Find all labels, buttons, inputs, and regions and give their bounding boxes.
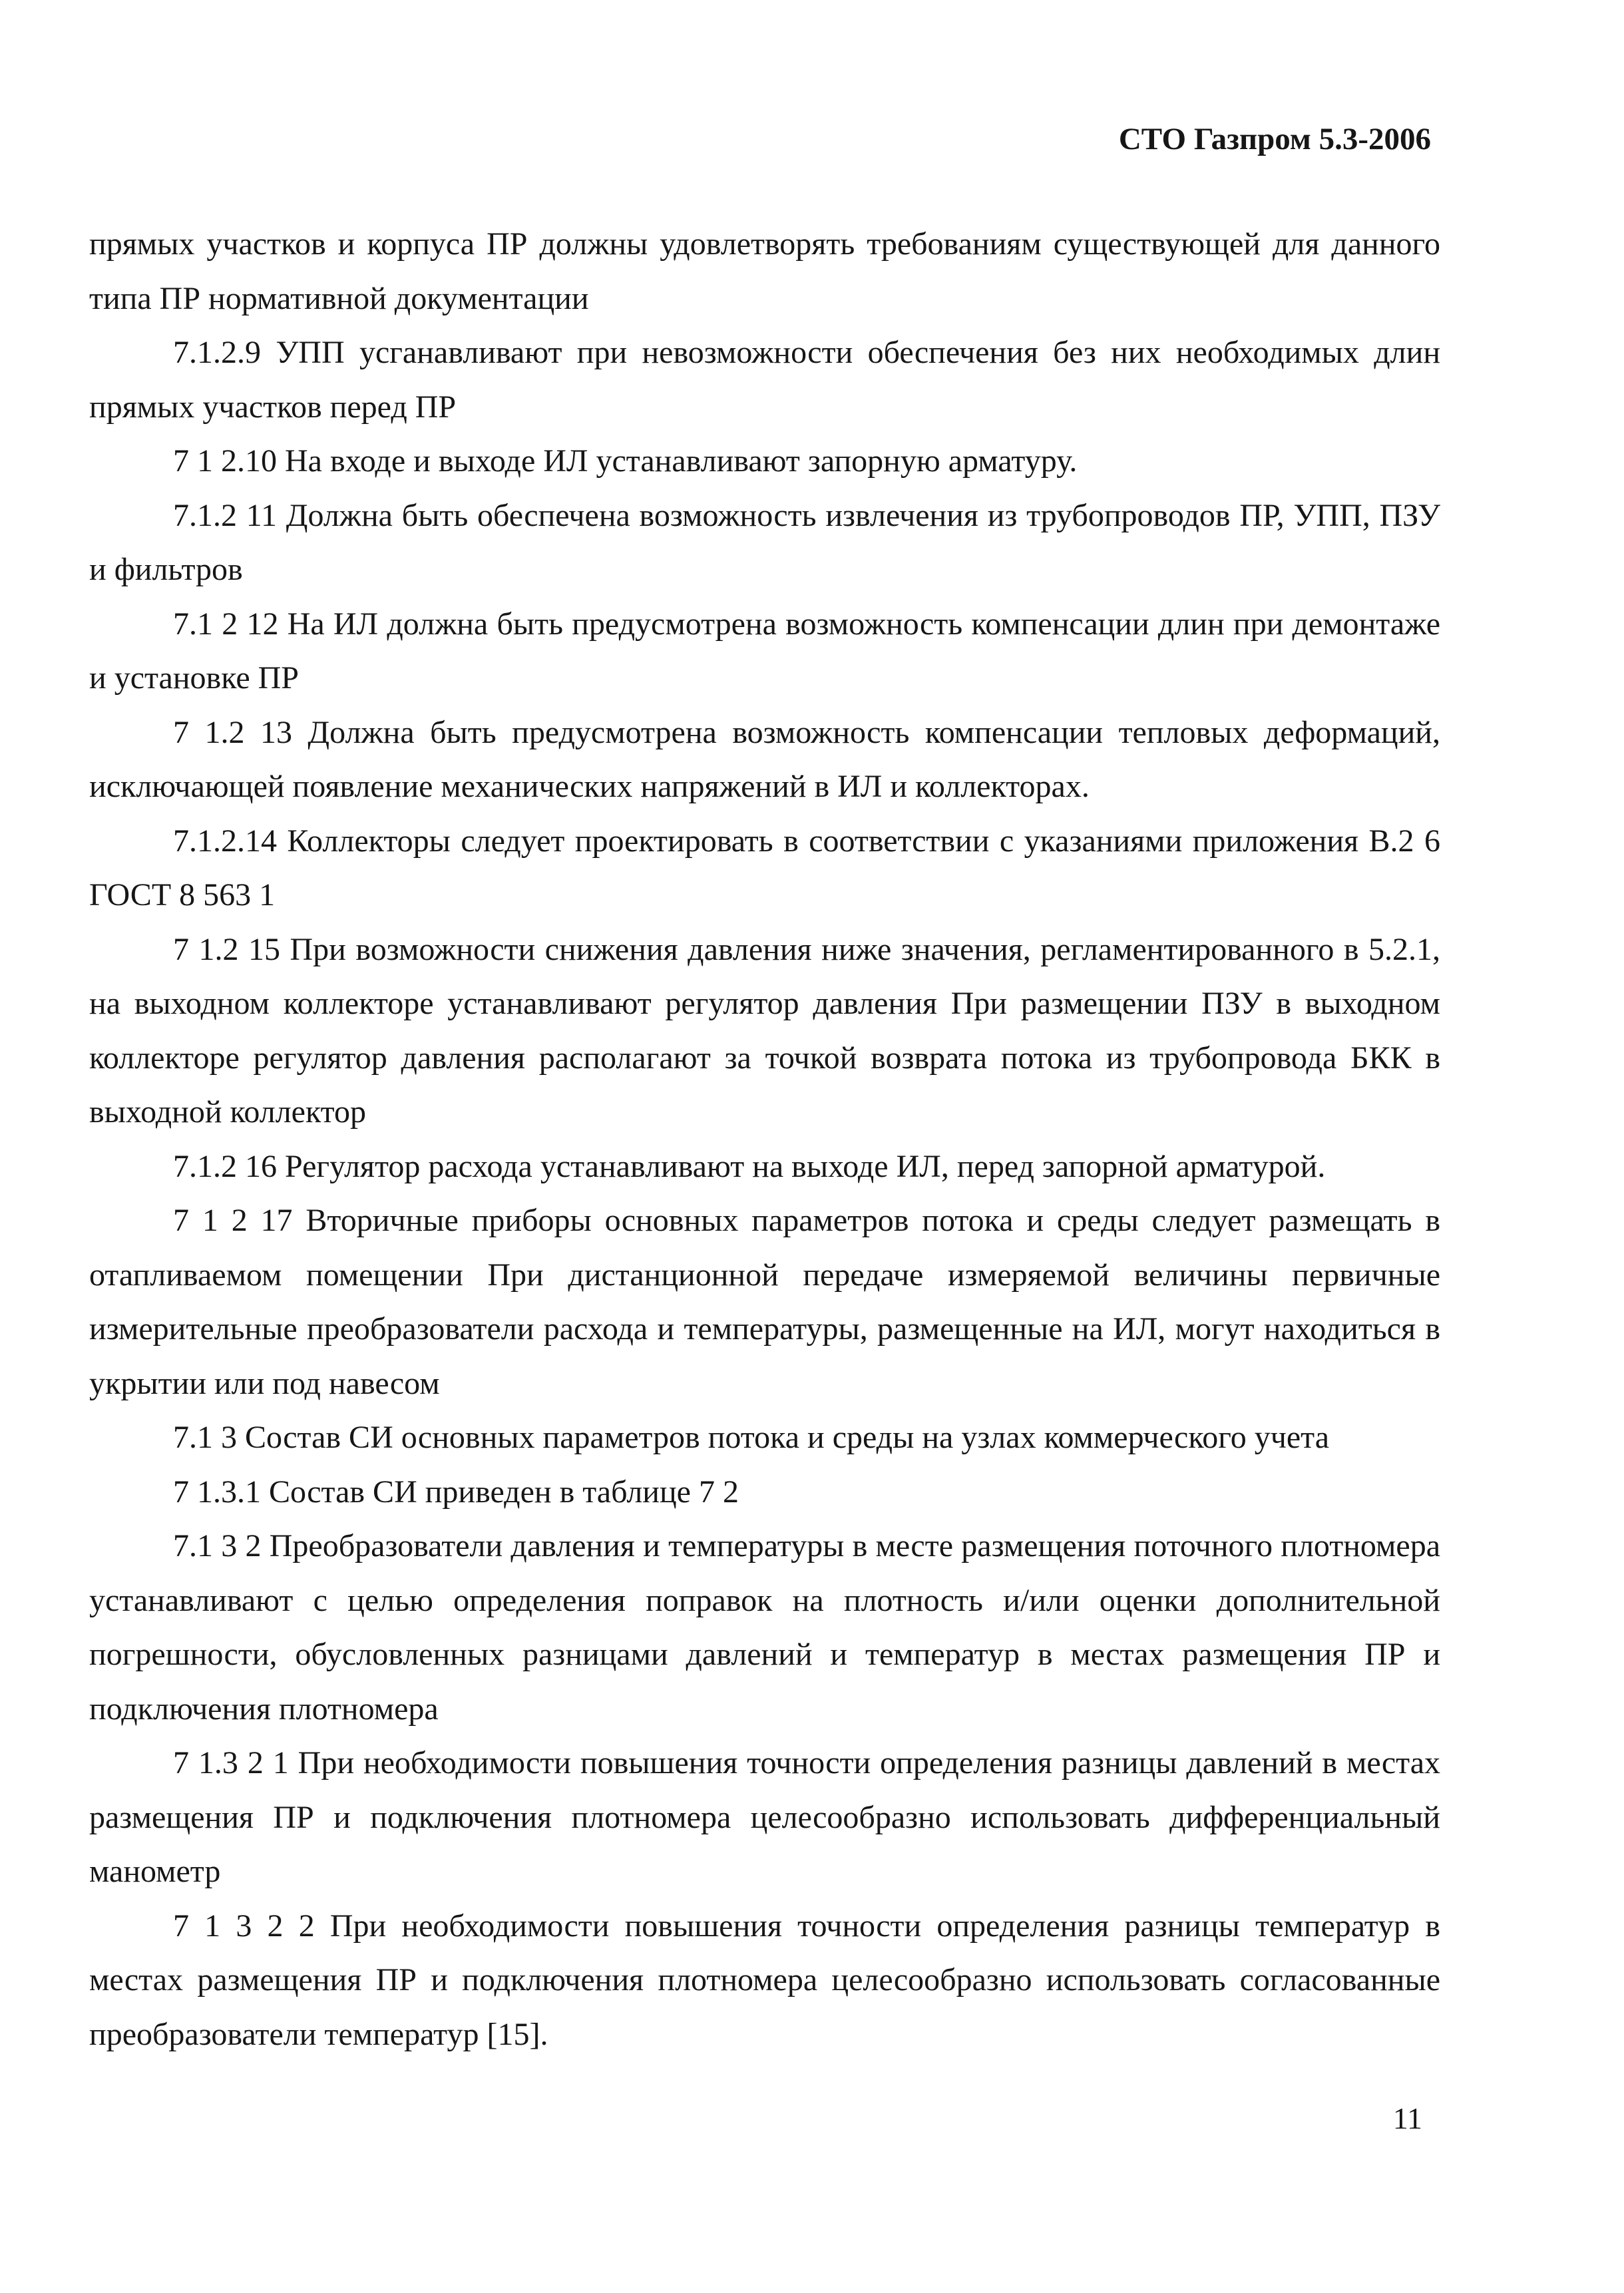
page-number: 11 (1392, 2101, 1422, 2135)
paragraph: 7.1.2.14 Коллекторы следует проектировать в соответствии с указаниями приложения В.2 6 ГОСТ 8 563 1 (89, 823, 1440, 913)
paragraph: 7 1.3 2 1 При необходимости повышения точности определения разницы давлений в местах размещения ПР и подключения плотномера целесообразно использовать дифференциальный манометр (89, 1745, 1440, 1889)
paragraph: 7.1 3 Состав СИ основных параметров потока и среды на узлах коммерческого учета (173, 1420, 1330, 1455)
paragraph: 7.1.2 16 Регулятор расхода устанавливают на выходе ИЛ, перед запорной арматурой. (173, 1148, 1326, 1184)
paragraph: 7 1 3 2 2 При необходимости повышения точности определения разницы температур в местах размещения ПР и подключения плотномера целесообразно использовать согласованные преобразователи температур [15]. (89, 1908, 1440, 2052)
document-header: СТО Газпром 5.3-2006 (1118, 122, 1431, 156)
paragraph: 7.1.2 11 Должна быть обеспечена возможность извлечения из трубопроводов ПР, УПП, ПЗУ и фильтров (89, 497, 1440, 587)
body-text (89, 217, 1440, 2061)
paragraph: 7.1 2 12 На ИЛ должна быть предусмотрена возможность компенсации длин при демонтаже и установке ПР (89, 606, 1440, 696)
paragraph: 7.1.2.9 УПП усганавливают при невозможности обеспечения без них необходимых длин прямых участков перед ПР (89, 335, 1440, 425)
paragraph: 7 1.2 15 При возможности снижения давления ниже значения, регламентированного в 5.2.1, на выходном коллекторе устанавливают регулятор давления При размещении ПЗУ в выходном коллекторе регулятор давления располагают за точкой возврата потока из трубопровода БКК в выходной коллектор (89, 931, 1440, 1130)
paragraph: 7 1 2.10 На входе и выходе ИЛ устанавливают запорную арматуру. (173, 443, 1078, 479)
paragraph: прямых участков и корпуса ПР должны удовлетворять требованиям существующей для данного типа ПР нормативной документации (89, 226, 1440, 316)
paragraph: 7.1 3 2 Преобразователи давления и температуры в месте размещения поточного плотномера устанавливают с целью определения поправок на плотность и/или оценки дополнительной погрешности, обусловленных разницами давлений и температур в местах размещения ПР и подключения плотномера (89, 1528, 1440, 1727)
paragraph: 7 1.3.1 Состав СИ приведен в таблице 7 2 (173, 1474, 739, 1510)
paragraph: 7 1.2 13 Должна быть предусмотрена возможность компенсации тепловых деформаций, исключающей появление механических напряжений в ИЛ и коллекторах. (89, 714, 1440, 804)
paragraph: 7 1 2 17 Вторичные приборы основных параметров потока и среды следует размещать в отапливаемом помещении При дистанционной передаче измеряемой величины первичные измерительные преобразователи расхода и температуры, размещенные на ИЛ, могут находиться в укрытии или под навесом (89, 1203, 1440, 1401)
